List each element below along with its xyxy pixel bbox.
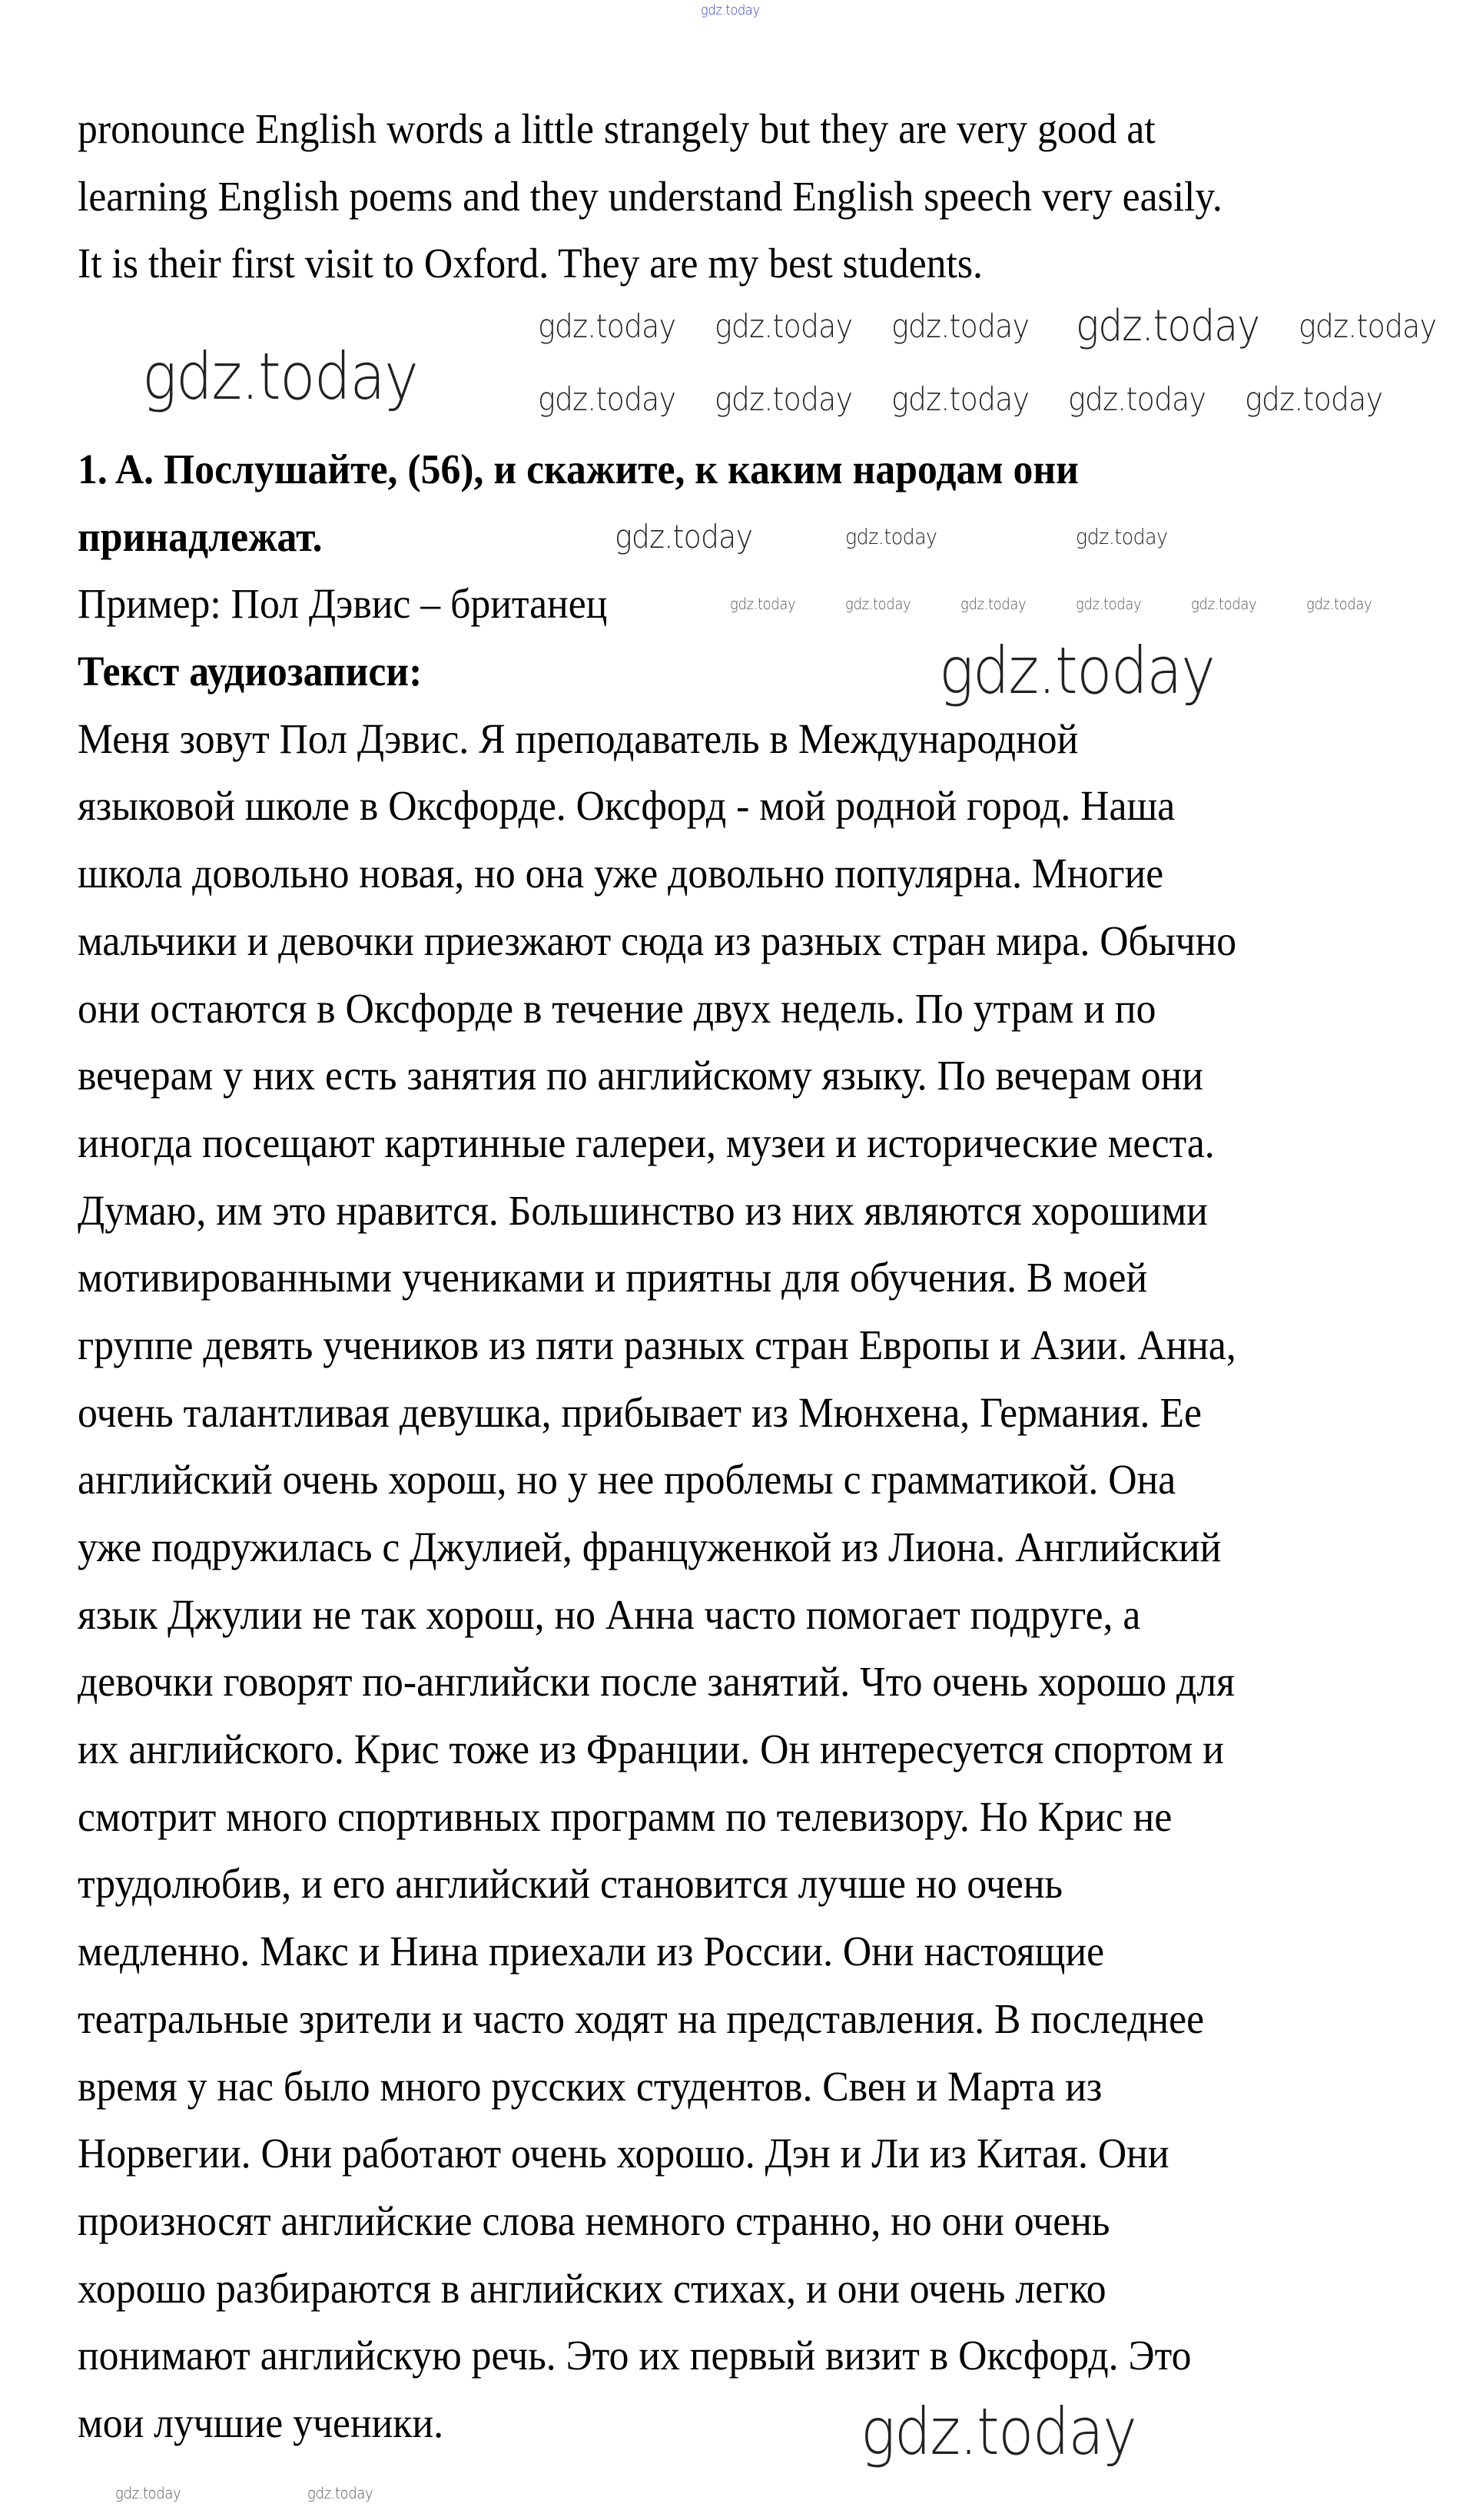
task-title: 1. A. Послушайте, (56), и скажите, к каким народам они [78, 446, 1079, 492]
text-line: It is their first visit to Oxford. They are my best students. [78, 240, 983, 287]
transcript-line: вечерам у них есть занятия по английскому языку. По вечерам они [78, 1052, 1203, 1099]
transcript-line: хорошо разбираются в английских стихах, и они очень легко [78, 2264, 1106, 2312]
watermark: gdz.today [891, 380, 1030, 418]
transcript-line: группе девять учеников из пяти разных стран Европы и Азии. Анна, [78, 1321, 1236, 1368]
watermark: gdz.today [1076, 301, 1259, 351]
transcript-label: Текст аудиозаписи: [78, 648, 423, 695]
watermark: gdz.today [142, 339, 418, 414]
transcript-line: языковой школе в Оксфорде. Оксфорд - мой родной город. Наша [78, 782, 1176, 830]
transcript-line: медленно. Макс и Нина приехали из России. Они настоящие [78, 1928, 1105, 1975]
transcript-line: понимают английскую речь. Это их первый визит в Оксфорд. Это [78, 2332, 1192, 2379]
transcript-line: трудолюбив, и его английский становится лучше но очень [78, 1860, 1063, 1908]
transcript-line: Думаю, им это нравится. Большинство из них являются хорошими [78, 1186, 1208, 1234]
text-line: learning English poems and they understand English speech very easily. [78, 172, 1222, 220]
task-title: принадлежат. [78, 512, 323, 560]
watermark: gdz.today [615, 518, 753, 555]
transcript-line: очень талантливая девушка, прибывает из Мюнхена, Германия. Ее [78, 1388, 1202, 1436]
watermark: gdz.today [1076, 524, 1168, 549]
watermark: gdz.today [845, 524, 937, 549]
watermark: gdz.today [1245, 380, 1383, 418]
transcript-line: школа довольно новая, но она уже довольно популярна. Многие [78, 850, 1164, 897]
watermark: gdz.today [1306, 595, 1372, 613]
transcript-line: произносят английские слова немного странно, но они очень [78, 2197, 1110, 2244]
transcript-line: уже подружилась с Джулией, француженкой из Лиона. Английский [78, 1524, 1222, 1570]
watermark: gdz.today [538, 307, 676, 345]
watermark: gdz.today [1299, 307, 1437, 345]
transcript-line: мои лучшие ученики. [78, 2399, 444, 2446]
transcript-line: язык Джулии не так хорош, но Анна часто помогает подруге, а [78, 1590, 1141, 1638]
task-example: Пример: Пол Дэвис – британец [78, 580, 608, 628]
watermark: gdz.today [715, 380, 853, 418]
watermark: gdz.today [1068, 380, 1206, 418]
watermark: gdz.today [307, 2484, 373, 2502]
transcript-line: Меня зовут Пол Дэвис. Я преподаватель в Международной [78, 715, 1079, 762]
task-section [78, 436, 1310, 2457]
watermark: gdz.today [701, 2, 760, 18]
transcript-line: время у нас было много русских студентов. Свен и Марта из [78, 2062, 1103, 2110]
watermark: gdz.today [845, 595, 911, 613]
transcript-line: смотрит много спортивных программ по телевизору. Но Крис не [78, 1792, 1173, 1840]
transcript-line: английский очень хорош, но у нее проблемы с грамматикой. Она [78, 1456, 1176, 1504]
transcript-line: они остаются в Оксфорде в течение двух недель. По утрам и по [78, 984, 1156, 1032]
watermark: gdz.today [538, 380, 676, 418]
watermark: gdz.today [891, 307, 1030, 345]
transcript-line: иногда посещают картинные галереи, музеи и исторические места. [78, 1119, 1215, 1166]
english-text [78, 95, 1295, 297]
watermark: gdz.today [939, 633, 1215, 708]
transcript-line: мальчики и девочки приезжают сюда из разных стран мира. Обычно [78, 917, 1237, 964]
watermark: gdz.today [715, 307, 853, 345]
transcript [78, 705, 1310, 2457]
watermark: gdz.today [730, 595, 796, 613]
watermark: gdz.today [1191, 595, 1257, 613]
watermark: gdz.today [1076, 595, 1142, 613]
transcript-line: девочки говорят по-английски после занятий. Что очень хорошо для [78, 1658, 1235, 1706]
watermark: gdz.today [960, 595, 1027, 613]
transcript-line: театральные зрители и часто ходят на представления. В последнее [78, 1994, 1205, 2042]
watermark: gdz.today [861, 2394, 1136, 2469]
transcript-line: мотивированными учениками и приятны для обучения. В моей [78, 1254, 1148, 1301]
transcript-line: Норвегии. Они работают очень хорошо. Дэн и Ли из Китая. Они [78, 2130, 1169, 2177]
text-line: pronounce English words a little strangely but they are very good at [78, 105, 1156, 152]
transcript-line: их английского. Крис тоже из Франции. Он интересуется спортом и [78, 1726, 1224, 1773]
watermark: gdz.today [115, 2484, 181, 2502]
